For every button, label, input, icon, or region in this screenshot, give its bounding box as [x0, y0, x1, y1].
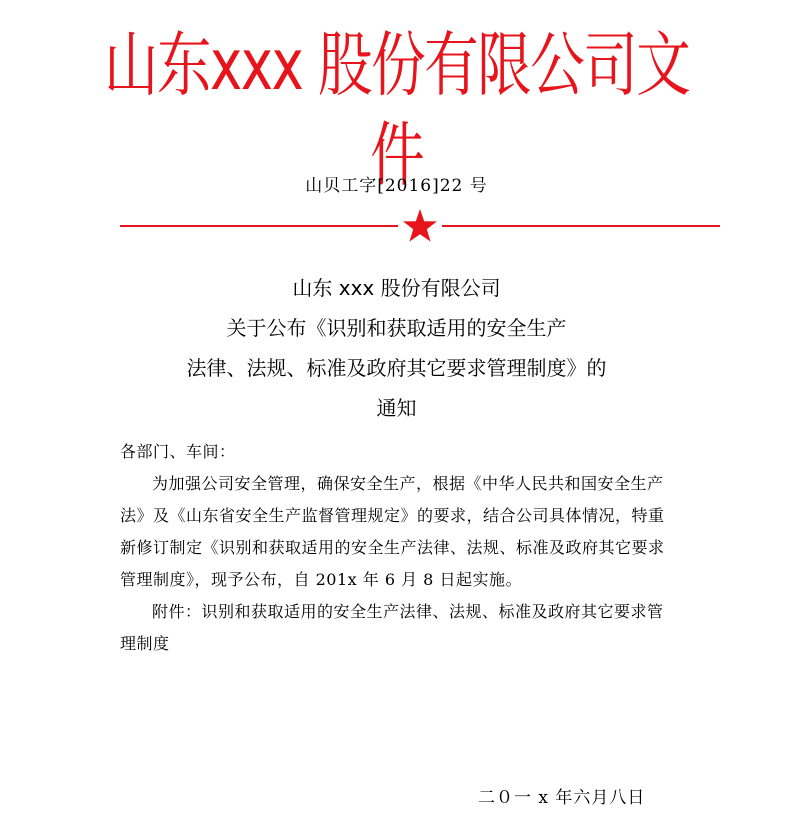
document-body [120, 436, 676, 660]
document-date: 二０一 x 年六月八日 [478, 788, 646, 808]
salutation: 各部门、车间： [120, 442, 236, 461]
title-line-2: 关于公布《识别和获取适用的安全生产 [226, 316, 567, 340]
attachment-note: 附件：识别和获取适用的安全生产法律、法规、标准及政府其它要求管理制度 [120, 602, 664, 653]
star-icon [403, 209, 437, 242]
main-paragraph: 为加强公司安全管理，确保安全生产，根据《中华人民共和国安全生产法》及《山东省安全生产监督管理规定》的要求，结合公司具体情况，特重新修订制定《识别和获取适用的安全生产法律、法规、标准及政府其它要求管理制度》，现予公布，自 201x 年 6 月 8 日起实施。 [120, 474, 665, 589]
notice-title [0, 268, 793, 428]
document-number: 山贝工字[2016]22 号 [305, 176, 488, 196]
title-line-4: 通知 [376, 396, 417, 420]
title-line-1: 山东 xxx 股份有限公司 [292, 276, 501, 300]
document-header-title: 山东xxx 股份有限公司文件 [103, 24, 690, 196]
title-line-3: 法律、法规、标准及政府其它要求管理制度》的 [186, 356, 607, 380]
red-divider-with-star [120, 208, 720, 244]
